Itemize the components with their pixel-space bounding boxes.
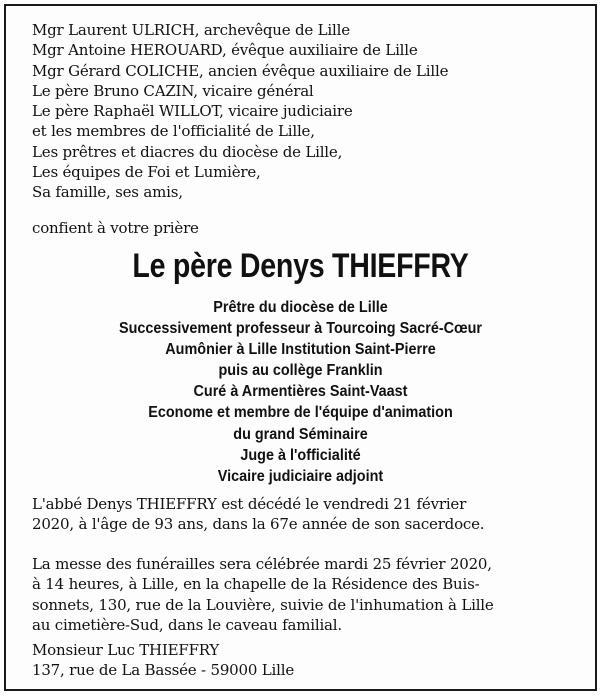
funeral-notice-line: La messe des funérailles sera célébrée mardi 25 février 2020, [32, 555, 492, 573]
sender-line: Les prêtres et diacres du diocèse de Lille, [32, 142, 343, 161]
title-line: Aumônier à Lille Institution Saint-Pierre [165, 341, 436, 359]
title-line: Econome et membre de l'équipe d'animation [148, 404, 453, 422]
sender-line: Mgr Gérard COLICHE, ancien évêque auxiliaire de Lille [32, 61, 449, 80]
senders-list [32, 20, 577, 203]
title-line: Prêtre du diocèse de Lille [213, 299, 388, 316]
death-notice-line: 2020, à l'âge de 93 ans, dans la 67e année de son sacerdoce. [32, 515, 485, 534]
title-line: Vicaire judiciaire adjoint [217, 467, 384, 485]
deceased-name: Le père Denys THIEFFRY [132, 247, 469, 285]
sender-line: Mgr Laurent ULRICH, archevêque de Lille [32, 21, 350, 39]
obituary-notice [4, 4, 597, 691]
sender-line: Mgr Antoine HEROUARD, évêque auxiliaire de Lille [32, 41, 418, 60]
funeral-notice-line: à 14 heures, à Lille, en la chapelle de la Résidence des Buis- [32, 575, 480, 594]
titles-list [35, 297, 565, 487]
title-line: Successivement professeur à Tourcoing Sacré-Cœur [118, 320, 483, 338]
sender-line: Le père Bruno CAZIN, vicaire général [32, 81, 314, 100]
sender-line: Le père Raphaël WILLOT, vicaire judiciaire [32, 102, 353, 121]
death-notice-line: L'abbé Denys THIEFFRY est décédé le vendredi 21 février [32, 495, 467, 513]
funeral-notice-line: sonnets, 130, rue de la Louvière, suivie de l'inhumation à Lille [32, 595, 494, 614]
title-line: puis au collège Franklin [218, 362, 383, 380]
contact-block [32, 640, 294, 681]
sender-line: Les équipes de Foi et Lumière, [32, 163, 261, 182]
title-line: du grand Séminaire [233, 425, 368, 443]
contact-name: Monsieur Luc THIEFFRY [32, 641, 220, 659]
sender-line: et les membres de l'officialité de Lille, [32, 122, 315, 141]
funeral-notice-line: au cimetière-Sud, dans le caveau familial. [32, 615, 342, 634]
funeral-notice [32, 554, 572, 635]
contact-address: 137, rue de La Bassée - 59000 Lille [32, 661, 294, 680]
death-notice [32, 494, 572, 535]
sender-line: Sa famille, ses amis, [32, 183, 183, 202]
title-line: Curé à Armentières Saint-Vaast [193, 383, 408, 401]
intro-text: confient à votre prière [32, 219, 199, 237]
title-line: Juge à l'officialité [240, 446, 361, 464]
